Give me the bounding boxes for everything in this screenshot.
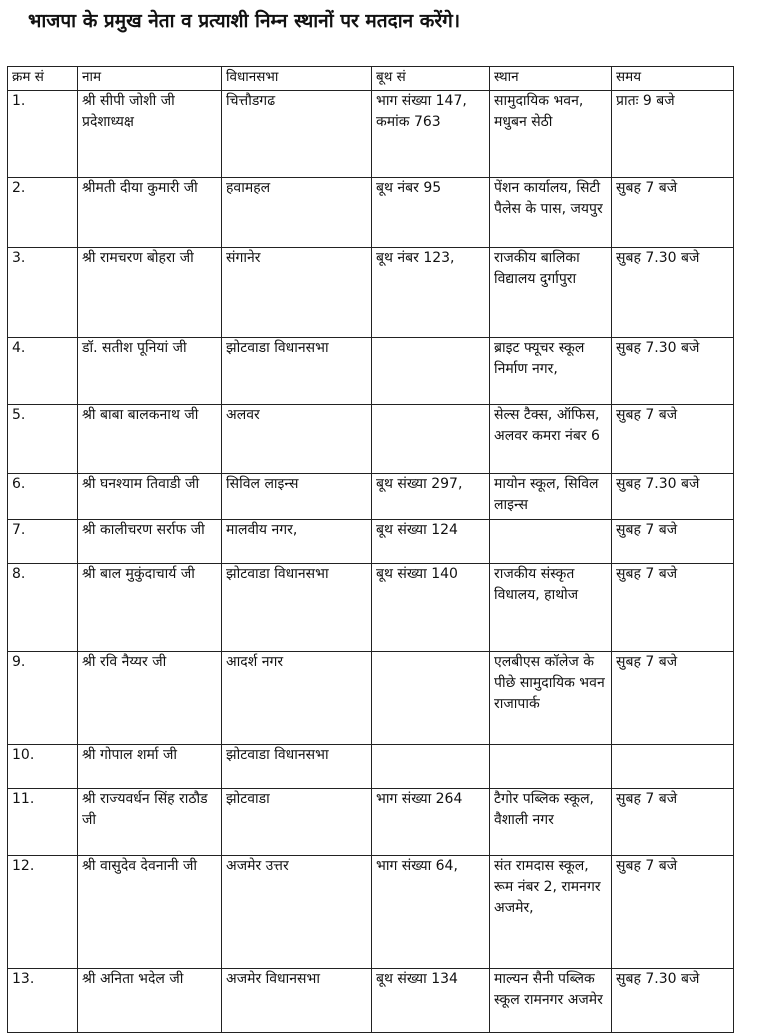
cell-time: सुबह 7 बजे (612, 789, 734, 856)
cell-place: राजकीय बालिका विद्यालय दुर्गापुरा (490, 248, 612, 338)
header-time: समय (612, 67, 734, 91)
cell-booth: बूथ संख्या 140 (372, 564, 490, 652)
cell-serial: 3. (8, 248, 78, 338)
table-row (8, 789, 734, 856)
cell-booth: बूथ नंबर 95 (372, 178, 490, 248)
cell-assembly: चित्तौडगढ (222, 91, 372, 178)
cell-place: संत रामदास स्कूल, रूम नंबर 2, रामनगर अजमेर, (490, 856, 612, 969)
cell-booth: भाग संख्या 64, (372, 856, 490, 969)
table-row (8, 652, 734, 745)
cell-time: प्रातः 9 बजे (612, 91, 734, 178)
cell-name: श्री घनश्याम तिवाडी जी (78, 474, 222, 520)
table-row (8, 178, 734, 248)
cell-serial: 5. (8, 405, 78, 474)
cell-serial: 11. (8, 789, 78, 856)
cell-name: डॉ. सतीश पूनियां जी (78, 338, 222, 405)
header-place: स्थान (490, 67, 612, 91)
cell-serial: 6. (8, 474, 78, 520)
cell-name: श्री बाबा बालकनाथ जी (78, 405, 222, 474)
cell-place (490, 520, 612, 564)
cell-serial: 7. (8, 520, 78, 564)
cell-assembly: सिविल लाइन्स (222, 474, 372, 520)
cell-booth (372, 652, 490, 745)
cell-place: टैगोर पब्लिक स्कूल, वैशाली नगर (490, 789, 612, 856)
header-booth: बूथ सं (372, 67, 490, 91)
cell-serial: 9. (8, 652, 78, 745)
cell-time: सुबह 7.30 बजे (612, 248, 734, 338)
cell-assembly: अलवर (222, 405, 372, 474)
header-serial: क्रम सं (8, 67, 78, 91)
cell-assembly: झोटवाडा विधानसभा (222, 745, 372, 789)
table-header-row (8, 67, 734, 91)
cell-assembly: झोटवाडा विधानसभा (222, 564, 372, 652)
table-row (8, 248, 734, 338)
cell-booth (372, 745, 490, 789)
table-row (8, 405, 734, 474)
cell-name: श्री कालीचरण सर्राफ जी (78, 520, 222, 564)
cell-name: श्री राज्यवर्धन सिंह राठौड जी (78, 789, 222, 856)
cell-name: श्री सीपी जोशी जी प्रदेशाध्यक्ष (78, 91, 222, 178)
table-row (8, 91, 734, 178)
cell-serial: 12. (8, 856, 78, 969)
cell-name: श्री बाल मुकुंदाचार्य जी (78, 564, 222, 652)
cell-name: श्री वासुदेव देवनानी जी (78, 856, 222, 969)
cell-time: सुबह 7 बजे (612, 564, 734, 652)
cell-booth: बूथ संख्या 134 (372, 969, 490, 1033)
cell-booth (372, 338, 490, 405)
table-row (8, 474, 734, 520)
cell-serial: 10. (8, 745, 78, 789)
table-row (8, 520, 734, 564)
cell-assembly: मालवीय नगर, (222, 520, 372, 564)
table-row (8, 745, 734, 789)
table-row (8, 856, 734, 969)
cell-name: श्री रामचरण बोहरा जी (78, 248, 222, 338)
header-name: नाम (78, 67, 222, 91)
cell-time: सुबह 7.30 बजे (612, 474, 734, 520)
page-title: भाजपा के प्रमुख नेता व प्रत्याशी निम्न स्थानों पर मतदान करेंगे। (28, 10, 461, 32)
cell-serial: 4. (8, 338, 78, 405)
cell-assembly: झोटवाडा विधानसभा (222, 338, 372, 405)
cell-place: एलबीएस कॉलेज के पीछे सामुदायिक भवन राजापार्क (490, 652, 612, 745)
cell-time: सुबह 7.30 बजे (612, 338, 734, 405)
cell-name: श्रीमती दीया कुमारी जी (78, 178, 222, 248)
cell-serial: 2. (8, 178, 78, 248)
cell-booth: बूथ नंबर 123, (372, 248, 490, 338)
cell-serial: 13. (8, 969, 78, 1033)
table-row (8, 338, 734, 405)
cell-booth: भाग संख्या 264 (372, 789, 490, 856)
cell-serial: 8. (8, 564, 78, 652)
cell-place: सेल्स टैक्स, ऑफिस, अलवर कमरा नंबर 6 (490, 405, 612, 474)
cell-time (612, 745, 734, 789)
cell-place: राजकीय संस्कृत विधालय, हाथोज (490, 564, 612, 652)
cell-time: सुबह 7 बजे (612, 652, 734, 745)
table-body (8, 91, 734, 1033)
table-row (8, 969, 734, 1033)
cell-assembly: हवामहल (222, 178, 372, 248)
cell-assembly: अजमेर विधानसभा (222, 969, 372, 1033)
cell-name: श्री रवि नैय्यर जी (78, 652, 222, 745)
cell-place: सामुदायिक भवन, मधुबन सेठी (490, 91, 612, 178)
cell-time: सुबह 7.30 बजे (612, 969, 734, 1033)
cell-assembly: आदर्श नगर (222, 652, 372, 745)
cell-time: सुबह 7 बजे (612, 178, 734, 248)
cell-booth: बूथ संख्या 124 (372, 520, 490, 564)
table-row (8, 564, 734, 652)
cell-booth: भाग संख्या 147, कमांक 763 (372, 91, 490, 178)
cell-time: सुबह 7 बजे (612, 405, 734, 474)
cell-place: माल्यन सैनी पब्लिक स्कूल रामनगर अजमेर (490, 969, 612, 1033)
cell-time: सुबह 7 बजे (612, 856, 734, 969)
cell-name: श्री अनिता भदेल जी (78, 969, 222, 1033)
header-assembly: विधानसभा (222, 67, 372, 91)
cell-place (490, 745, 612, 789)
cell-place: मायोन स्कूल, सिविल लाइन्स (490, 474, 612, 520)
cell-time: सुबह 7 बजे (612, 520, 734, 564)
cell-assembly: झोटवाडा (222, 789, 372, 856)
cell-name: श्री गोपाल शर्मा जी (78, 745, 222, 789)
cell-assembly: संगानेर (222, 248, 372, 338)
cell-place: ब्राइट फ्यूचर स्कूल निर्माण नगर, (490, 338, 612, 405)
cell-place: पेंशन कार्यालय, सिटी पैलेस के पास, जयपुर (490, 178, 612, 248)
cell-booth: बूथ संख्या 297, (372, 474, 490, 520)
cell-assembly: अजमेर उत्तर (222, 856, 372, 969)
cell-booth (372, 405, 490, 474)
cell-serial: 1. (8, 91, 78, 178)
voting-schedule-table (7, 66, 734, 1033)
